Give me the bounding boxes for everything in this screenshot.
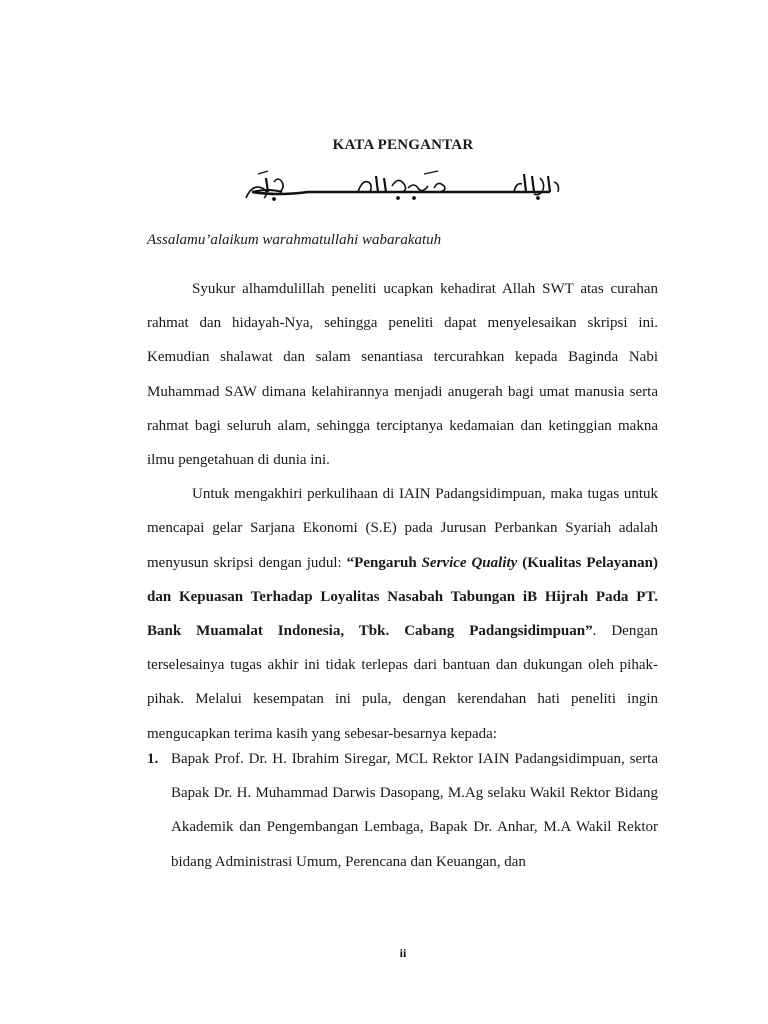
paragraph-2: [147, 477, 658, 751]
acknowledgement-list: [147, 742, 658, 879]
basmalah-calligraphy: [238, 168, 564, 202]
paragraph-1: Syukur alhamdulillah peneliti ucapkan kehadirat Allah SWT atas curahan rahmat dan hidayah-Nya, sehingga peneliti dapat menyelesaikan skripsi ini. Kemudian shalawat dan salam senantiasa tercurahkan kepada Baginda Nabi Muhammad SAW dimana kelahirannya menjadi anugerah bagi umat manusia serta rahmat bagi seluruh alam, sehingga terciptanya kedamaian dan ketinggian makna ilmu pengetahuan di dunia ini.: [147, 281, 658, 469]
paragraph-2-lead: Untuk mengakhiri perkulihaan di IAIN Padangsidimpuan, maka tugas untuk mencapai gelar Sarjana Ekonomi (S.E) pada Jurusan Perbankan Syariah adalah menyusun skripsi dengan judul:: [147, 486, 658, 571]
list-item: [147, 742, 658, 879]
list-item-number: 1.: [147, 751, 159, 767]
list-item-text: Bapak Prof. Dr. H. Ibrahim Siregar, MCL Rektor IAIN Padangsidimpuan, serta Bapak Dr. H. Muhammad Darwis Dasopang, M.Ag selaku Wakil Rektor Bidang Akademik dan Pengembangan Lembaga, Bapak Dr. Anhar, M.A Wakil Rektor bidang Administrasi Umum, Perencana dan Keuangan, dan: [171, 751, 658, 870]
page-number: ii: [399, 946, 407, 960]
greeting: Assalamu’alaikum warahmatullahi wabarakatuh: [147, 232, 442, 248]
thesis-title-italic: Service Quality: [421, 554, 518, 571]
thesis-title-part1: “Pengaruh: [346, 554, 422, 571]
paragraph-2-tail: . Dengan terselesainya tugas akhir ini tidak terlepas dari bantuan dan dukungan oleh pihak-pihak. Melalui kesempatan ini pula, dengan kerendahan hati peneliti ingin mengucapkan terima kasih yang sebesar-besarnya kepada:: [147, 623, 658, 742]
document-body: [147, 272, 658, 751]
thesis-title-part2: (Kualitas Pelayanan) dan Kepuasan Terhadap Loyalitas Nasabah Tabungan iB Hijrah Pada PT. Bank Muamalat Indonesia, Tbk. Cabang Padangsidimpuan”: [147, 554, 658, 640]
page-title: KATA PENGANTAR: [332, 137, 474, 153]
